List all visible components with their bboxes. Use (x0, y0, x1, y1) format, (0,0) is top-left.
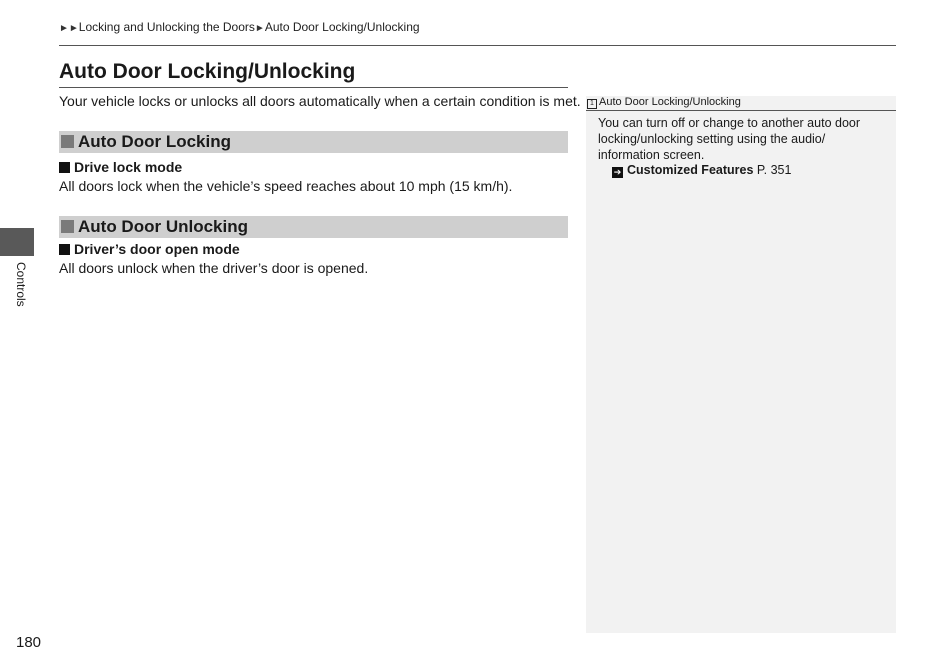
chapter-label: Controls (14, 262, 28, 307)
sidebar-body-text: You can turn off or change to another auto door locking/unlocking setting using the audio/ information screen. (598, 116, 861, 162)
section-header-auto-door-unlocking (59, 216, 568, 238)
drive-lock-description: All doors lock when the vehicle’s speed reaches about 10 mph (15 km/h). (59, 178, 513, 194)
section-square-icon (61, 220, 74, 233)
arrow-right-icon: ➔ (613, 167, 622, 177)
sidebar-heading-text: Auto Door Locking/Unlocking (599, 96, 741, 108)
page-title: Auto Door Locking/Unlocking (59, 60, 356, 83)
drivers-door-open-mode-heading (59, 240, 240, 258)
xref-page: P. 351 (756, 163, 792, 177)
section-title: Auto Door Locking (78, 132, 231, 151)
header-divider (59, 45, 896, 46)
mode-heading-text: Drive lock mode (74, 159, 183, 175)
drivers-door-description: All doors unlock when the driver’s door is opened. (59, 260, 369, 276)
breadcrumb (59, 19, 420, 37)
bullet-square-icon (59, 244, 70, 255)
section-header-auto-door-locking (59, 131, 568, 153)
section-square-icon (61, 135, 74, 148)
xref-title: Customized Features (627, 163, 754, 177)
breadcrumb-parent-link[interactable]: Locking and Unlocking the Doors (78, 20, 255, 34)
intro-text: Your vehicle locks or unlocks all doors automatically when a certain condition is met. (59, 93, 581, 109)
section-title: Auto Door Unlocking (78, 217, 248, 236)
title-divider (59, 87, 568, 88)
breadcrumb-arrows: ►► (59, 23, 79, 34)
drive-lock-mode-heading (59, 158, 182, 176)
breadcrumb-separator: ► (254, 23, 265, 34)
sidebar-heading (586, 96, 896, 111)
customized-features-link[interactable] (612, 162, 791, 178)
bullet-square-icon (59, 162, 70, 173)
page-number: 180 (16, 634, 42, 651)
mode-heading-text: Driver’s door open mode (74, 241, 240, 257)
reference-marker-icon: 1 (587, 99, 597, 109)
chapter-tab (0, 228, 34, 256)
sidebar-note (586, 96, 896, 633)
breadcrumb-current: Auto Door Locking/Unlocking (264, 20, 420, 34)
